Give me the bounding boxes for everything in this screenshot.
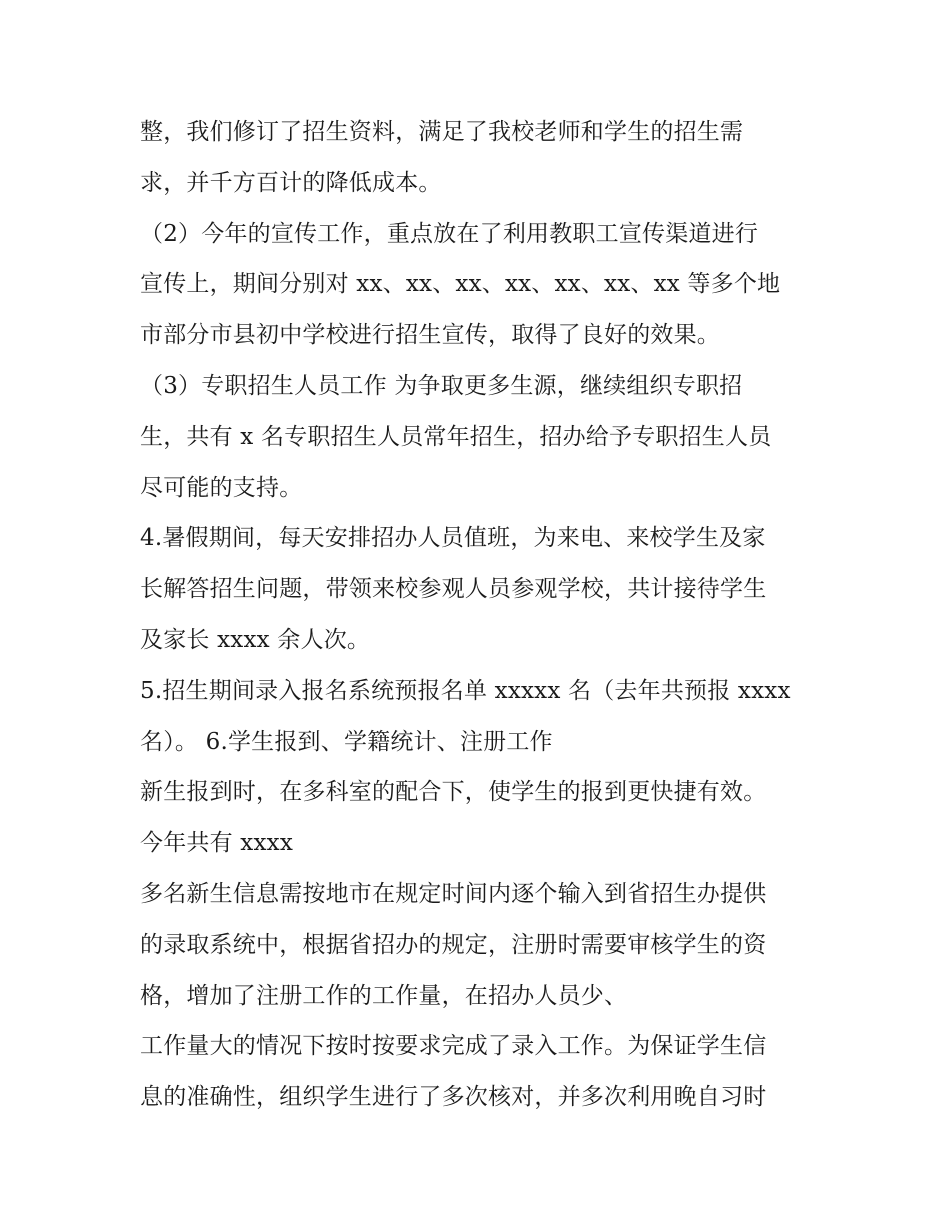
text-line: 格，增加了注册工作的工作量，在招办人员少、 — [140, 982, 628, 1009]
text-line: 尽可能的支持。 — [140, 474, 303, 501]
text-line: 息的准确性，组织学生进行了多次核对，并多次利用晚自习时 — [140, 1084, 767, 1111]
text-line: 生，共有 x 名专职招生人员常年招生，招办给予专职招生人员 — [140, 423, 772, 450]
document-body — [140, 107, 830, 1123]
text-line: 4.暑假期间，每天安排招办人员值班，为来电、来校学生及家 — [140, 525, 766, 552]
text-line: 5.招生期间录入报名系统预报名单 xxxxx 名（去年共预报 xxxx — [140, 677, 791, 704]
text-line: 整，我们修订了招生资料，满足了我校老师和学生的招生需 — [140, 119, 744, 145]
text-line: 新生报到时，在多科室的配合下，使学生的报到更快捷有效。 — [140, 779, 767, 806]
text-line: 多名新生信息需按地市在规定时间内逐个输入到省招生办提供 — [140, 880, 767, 907]
text-line: （3）专职招生人员工作 为争取更多生源，继续组织专职招 — [140, 372, 743, 399]
text-line: 名）。 6.学生报到、学籍统计、注册工作 — [140, 728, 553, 755]
text-line: 长解答招生问题，带领来校参观人员参观学校，共计接待学生 — [140, 576, 767, 603]
text-line: 求，并千方百计的降低成本。 — [140, 169, 442, 196]
text-line: 的录取系统中，根据省招办的规定，注册时需要审核学生的资 — [140, 931, 767, 958]
text-line: 工作量大的情况下按时按要求完成了录入工作。为保证学生信 — [140, 1033, 767, 1060]
text-line: （2）今年的宣传工作，重点放在了利用教职工宣传渠道进行 — [140, 220, 759, 247]
text-line: 及家长 xxxx 余人次。 — [140, 626, 371, 653]
text-line: 宣传上，期间分别对 xx、xx、xx、xx、xx、xx、xx 等多个地 — [140, 271, 781, 298]
text-line: 今年共有 xxxx — [140, 830, 293, 857]
text-line: 市部分市县初中学校进行招生宣传，取得了良好的效果。 — [140, 322, 720, 349]
